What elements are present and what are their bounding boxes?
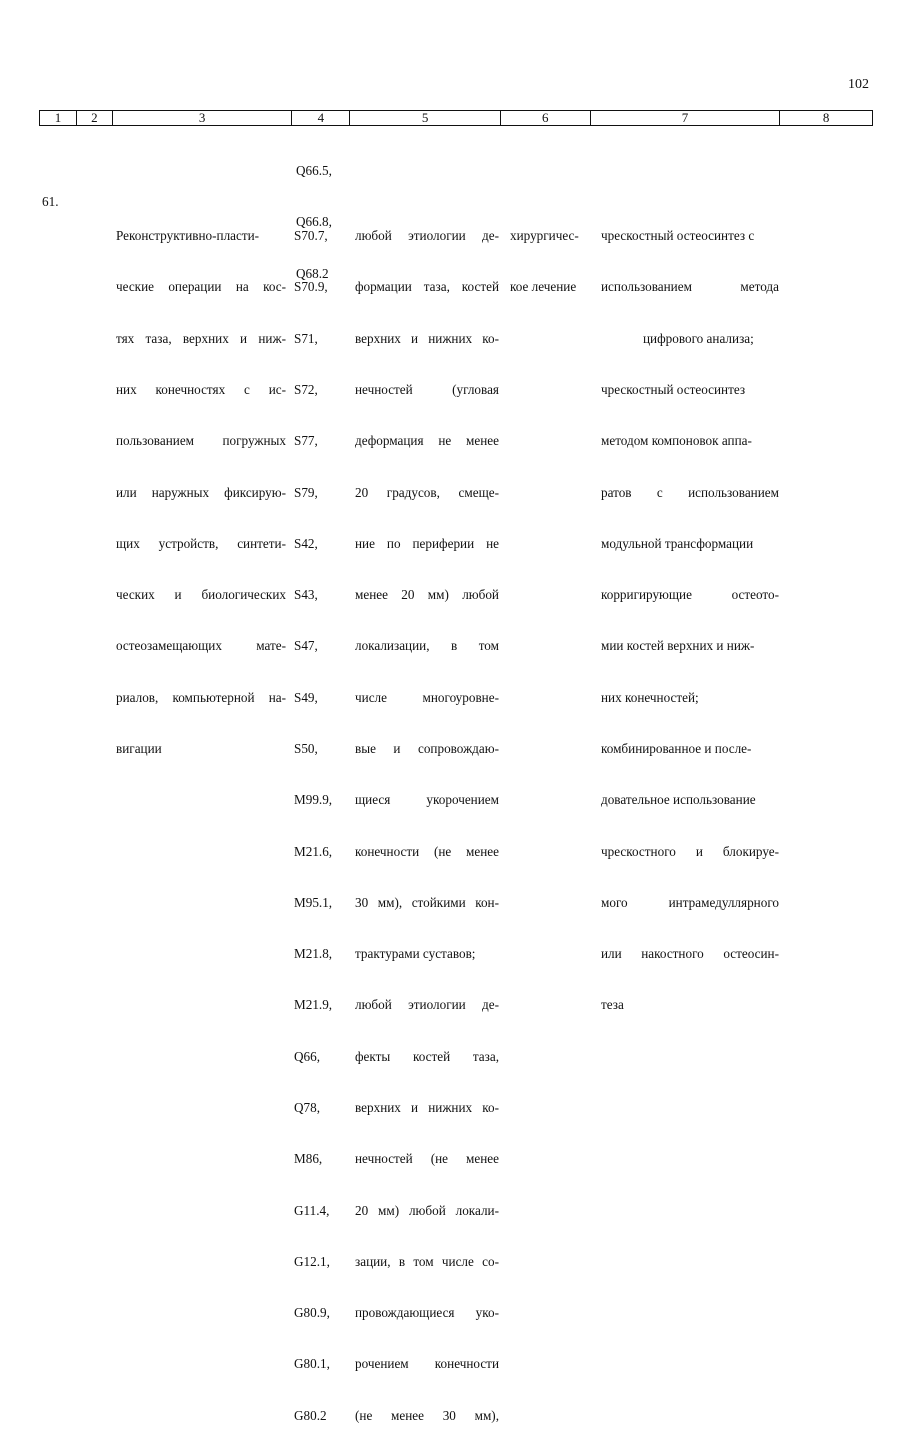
code-line: S79, [294,484,318,500]
description-line: 20 мм) любой локали- [355,1202,499,1218]
description-line: 30 мм), стойкими кон- [355,894,499,910]
description-line: провождающиеся уко- [355,1305,499,1321]
name-line: ческих и биологических [116,587,286,603]
treatment-line: хирургичес- [510,228,579,244]
method-line: мии костей верхних и ниж- [601,638,755,654]
header-col-1: 1 [40,111,77,125]
prev-code: Q66.8, [296,214,332,230]
header-col-5: 5 [350,111,501,125]
description-line: любой этиологии де- [355,228,499,244]
header-col-7: 7 [591,111,781,125]
description-line: деформация не менее [355,433,499,449]
method-line: чрескостный остеосинтез с [601,228,755,244]
method-line: корригирующие остеото- [601,587,779,603]
header-col-2: 2 [77,111,113,125]
header-col-6: 6 [501,111,591,125]
method-line: методом компоновок аппа- [601,433,752,449]
method-line: мого интрамедуллярного [601,894,779,910]
method-line: цифрового анализа; [643,330,754,346]
method-line: или накостного остеосин- [601,946,779,962]
description-line: фекты костей таза, [355,1048,499,1064]
prev-code: Q66.5, [296,163,332,179]
code-line: S70.9, [294,279,328,295]
method-line: модульной трансформации [601,535,754,551]
method-line: теза [601,997,624,1013]
code-line: G12.1, [294,1253,330,1269]
treatment-method [601,193,779,1031]
procedure-name [116,193,286,774]
description-line: нечностей (не менее [355,1151,499,1167]
name-line: них конечностях с ис- [116,382,286,398]
code-line: G80.9, [294,1305,330,1321]
description-line: конечности (не менее [355,843,499,859]
description-line: формации таза, костей [355,279,499,295]
description-line: менее 20 мм) любой [355,587,499,603]
treatment-line: кое лечение [510,279,577,295]
name-line: тях таза, верхних и ниж- [116,330,286,346]
description-line: щиеся укорочением [355,792,499,808]
table-header-row [39,110,873,126]
description-line: ние по периферии не [355,535,499,551]
description-line: вые и сопровождаю- [355,741,499,756]
row-number: 61. [42,194,59,209]
header-col-8: 8 [822,110,830,125]
method-line: довательное использование [601,792,756,808]
method-line: чрескостный остеосинтез [601,382,746,398]
page-number: 102 [848,77,869,92]
code-line: Q66, [294,1048,321,1064]
method-line: использованием метода [601,279,779,295]
code-line: M21.9, [294,997,333,1013]
code-line: S47, [294,638,318,654]
code-line: S50, [294,741,318,756]
name-line: риалов, компьютерной на- [116,689,286,705]
prev-code: Q68.2 [296,265,329,281]
header-col-3: 3 [113,111,293,125]
name-line: ческие операции на кос- [116,279,286,295]
code-line: S42, [294,535,318,551]
description-line: 20 градусов, смеще- [355,484,499,500]
code-line: S72, [294,382,318,398]
treatment-type [510,193,579,313]
description-line: локализации, в том [355,638,499,654]
code-line: S71, [294,330,318,346]
name-line: щих устройств, синтети- [116,535,286,551]
description-line: любой этиологии де- [355,997,499,1013]
code-line: M21.6, [294,843,333,859]
code-line: M86, [294,1151,323,1167]
name-line: или наружных фиксирую- [116,484,286,500]
name-line: остеозамещающих мате- [116,638,286,654]
code-line: Q78, [294,1099,321,1115]
code-line: G80.2 [294,1407,327,1423]
code-line: G11.4, [294,1202,330,1218]
code-line: M21.8, [294,946,333,962]
code-line: S43, [294,587,318,603]
description-line: трактурами суставов; [355,946,476,962]
diagnosis-codes [294,193,352,1441]
name-line: Реконструктивно-пласти- [116,228,260,244]
description-line: (не менее 30 мм), [355,1407,499,1423]
name-line: пользованием погружных [116,433,286,449]
name-line: вигации [116,741,162,756]
description-line: нечностей (угловая [355,382,499,398]
method-line: чрескостного и блокируе- [601,843,779,859]
description-line: верхних и нижних ко- [355,1099,499,1115]
method-line: них конечностей; [601,689,699,705]
code-line: G80.1, [294,1356,330,1372]
code-line: M95.1, [294,894,333,910]
code-line: S49, [294,689,318,705]
description-line: верхних и нижних ко- [355,330,499,346]
description-line: зации, в том числе со- [355,1253,499,1269]
method-line: ратов с использованием [601,484,779,500]
code-line: M99.9, [294,792,333,808]
patient-model-description [355,193,499,1441]
method-line: комбинированное и после- [601,741,752,756]
description-line: числе многоуровне- [355,689,499,705]
code-line: S77, [294,433,318,449]
code-line: S70.7, [294,228,328,244]
description-line: рочением конечности [355,1356,499,1372]
header-col-4: 4 [292,111,350,125]
